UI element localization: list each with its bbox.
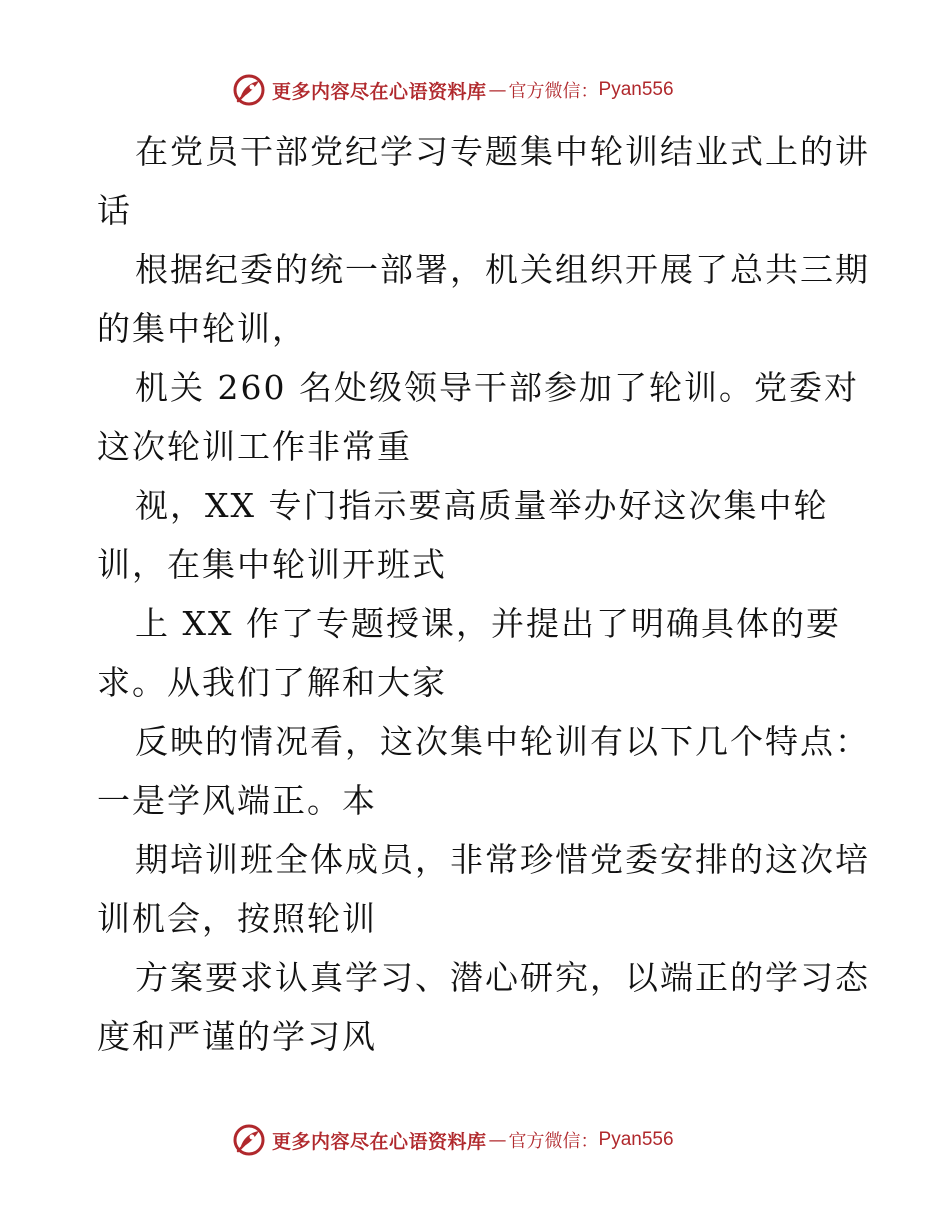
wechat-label: 官方微信： <box>508 1131 599 1152</box>
text-line: 反映的情况看，这次集中轮训有以下几个特点： <box>135 722 870 761</box>
brand-logo-icon <box>232 73 266 107</box>
text-line: 根据纪委的统一部署，机关组织开展了总共三期 <box>135 250 870 289</box>
text-line: 的集中轮训， <box>97 309 307 348</box>
wechat-id: Pyan556 <box>598 79 674 100</box>
text-line: 求。从我们了解和大家 <box>97 663 447 702</box>
text-line: 话 <box>97 191 132 230</box>
text-line: 训机会，按照轮训 <box>97 899 377 938</box>
brand-dash: — <box>488 1129 507 1151</box>
text-line: 度和严谨的学习风 <box>97 1017 377 1056</box>
text-line: 视，XX 专门指示要高质量举办好这次集中轮 <box>135 486 829 525</box>
brand-text: 更多内容尽在心语资料库 <box>272 1130 487 1153</box>
text-line: 方案要求认真学习、潜心研究，以端正的学习态 <box>135 958 870 997</box>
text-line: 这次轮训工作非常重 <box>97 427 412 466</box>
brand-logo-icon <box>232 1123 266 1157</box>
brand-text: 更多内容尽在心语资料库 <box>272 80 487 103</box>
text-line: 期培训班全体成员，非常珍惜党委安排的这次培 <box>135 840 870 879</box>
wechat-id: Pyan556 <box>598 1129 674 1150</box>
text-line: 一是学风端正。本 <box>97 781 377 820</box>
text-line: 训，在集中轮训开班式 <box>97 545 447 584</box>
text-line: 上 XX 作了专题授课，并提出了明确具体的要 <box>135 604 841 643</box>
text-line: 机关 260 名处级领导干部参加了轮训。党委对 <box>135 368 859 407</box>
text-line: 在党员干部党纪学习专题集中轮训结业式上的讲 <box>135 132 870 171</box>
document-body <box>97 122 870 1066</box>
brand-dash: — <box>488 79 507 101</box>
wechat-label: 官方微信： <box>508 81 599 102</box>
footer-watermark <box>232 1122 712 1158</box>
header-watermark <box>232 72 712 108</box>
